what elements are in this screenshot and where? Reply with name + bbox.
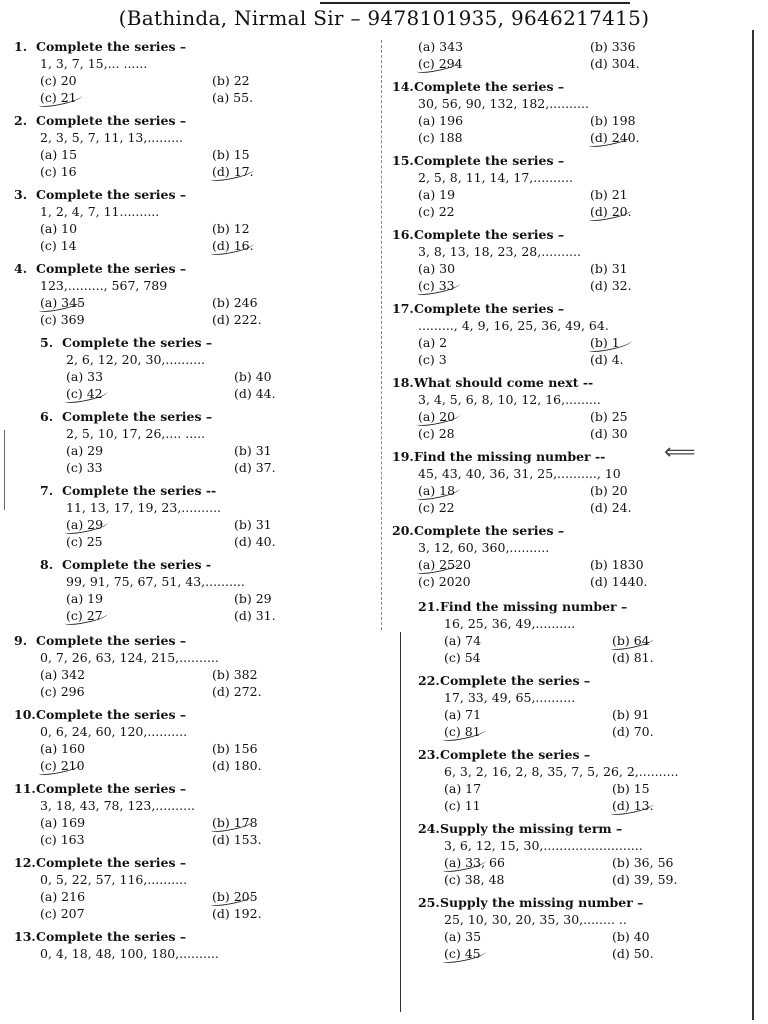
question-number: 5. xyxy=(40,335,54,350)
answer-option: (d) 16. xyxy=(212,237,362,254)
answer-option: (b) 64 xyxy=(612,632,762,649)
answer-option: (c) 294 xyxy=(418,55,590,72)
question-heading xyxy=(392,152,762,169)
answer-option: (b) 40 xyxy=(612,929,650,944)
question-text: Complete the series – xyxy=(36,855,187,870)
answer-options xyxy=(392,854,762,888)
question-text: Complete the series – xyxy=(36,781,187,796)
answer-option: (a) 71 xyxy=(444,707,482,722)
answer-option: (c) 16 xyxy=(40,164,77,179)
question-heading xyxy=(14,632,374,649)
question-heading xyxy=(392,746,762,763)
question-text: Complete the series – xyxy=(36,39,187,54)
answer-options xyxy=(392,632,762,666)
question-sequence: 2, 6, 12, 20, 30,.......... xyxy=(66,352,206,367)
answer-option: (c) 3 xyxy=(418,352,447,367)
question-item xyxy=(14,854,374,922)
question-item xyxy=(14,632,374,700)
answer-option: (a) 20 xyxy=(418,408,590,425)
answer-options xyxy=(14,814,374,848)
question-sequence: 25, 10, 30, 20, 35, 30,........ .. xyxy=(444,912,627,927)
question-sequence: 1, 3, 7, 15,... ...... xyxy=(40,56,148,71)
left-column xyxy=(14,38,374,966)
question-text: Complete the series – xyxy=(36,113,187,128)
answer-option: (c) 188 xyxy=(418,130,463,145)
answer-option: (a) 196 xyxy=(418,113,464,128)
question-item xyxy=(392,38,762,72)
question-heading xyxy=(14,780,374,797)
question-number: 23. xyxy=(418,747,440,762)
answer-option: (c) 45 xyxy=(444,945,612,962)
question-heading xyxy=(14,38,374,55)
answer-option: (c) 38, 48 xyxy=(444,872,505,887)
answer-option: (c) 11 xyxy=(444,798,481,813)
question-item xyxy=(392,820,762,888)
question-text: Complete the series – xyxy=(36,929,187,944)
answer-option: (b) 178 xyxy=(212,814,362,831)
question-sequence: 16, 25, 36, 49,.......... xyxy=(444,616,576,631)
answer-option: (c) 22 xyxy=(418,204,455,219)
answer-option: (b) 205 xyxy=(212,888,362,905)
question-heading xyxy=(392,522,762,539)
question-item xyxy=(14,706,374,774)
question-heading xyxy=(392,374,762,391)
answer-option: (c) 14 xyxy=(40,238,77,253)
answer-option: (b) 336 xyxy=(590,39,636,54)
question-sequence: 3, 8, 13, 18, 23, 28,.......... xyxy=(418,244,581,259)
answer-option: (a) 29 xyxy=(66,516,234,533)
question-item xyxy=(14,260,374,328)
question-text: Supply the missing term – xyxy=(440,821,623,836)
question-heading xyxy=(14,556,374,573)
question-item xyxy=(392,894,762,962)
answer-options xyxy=(392,408,762,442)
question-sequence: 0, 5, 22, 57, 116,.......... xyxy=(40,872,188,887)
answer-option: (a) 2 xyxy=(418,335,448,350)
question-heading xyxy=(392,78,762,95)
question-sequence: 3, 18, 43, 78, 123,.......... xyxy=(40,798,196,813)
question-item xyxy=(14,928,374,962)
right-column xyxy=(392,38,762,966)
answer-options xyxy=(392,482,762,516)
answer-option: (a) 18 xyxy=(418,482,590,499)
answer-option: (a) 160 xyxy=(40,741,86,756)
answer-option: (d) 30 xyxy=(590,426,628,441)
answer-option: (a) 74 xyxy=(444,633,482,648)
question-sequence: 123,........., 567, 789 xyxy=(40,278,168,293)
answer-option: (a) 169 xyxy=(40,815,86,830)
question-number: 4. xyxy=(14,261,28,276)
answer-option: (c) 210 xyxy=(40,757,212,774)
answer-option: (d) 192. xyxy=(212,906,262,921)
answer-option: (d) 180. xyxy=(212,758,262,773)
answer-option: (c) 27 xyxy=(66,607,234,624)
answer-option: (b) 15 xyxy=(212,147,250,162)
question-sequence: 3, 6, 12, 15, 30,......................... xyxy=(444,838,643,853)
answer-options xyxy=(14,516,374,550)
answer-options xyxy=(14,590,374,624)
question-item xyxy=(392,78,762,146)
question-item xyxy=(14,112,374,180)
question-item xyxy=(392,672,762,740)
question-heading xyxy=(392,672,762,689)
question-text: Complete the series – xyxy=(62,335,213,350)
answer-option: (a) 35 xyxy=(444,929,482,944)
answer-option: (d) 70. xyxy=(612,724,654,739)
question-sequence: 30, 56, 90, 132, 182,.......... xyxy=(418,96,589,111)
answer-option: (c) 207 xyxy=(40,906,85,921)
question-text: Complete the series – xyxy=(440,747,591,762)
answer-option: (d) 31. xyxy=(234,608,276,623)
question-text: Complete the series – xyxy=(36,707,187,722)
page-header: (Bathinda, Nirmal Sir – 9478101935, 9646217415) xyxy=(118,6,650,30)
question-sequence: 11, 13, 17, 19, 23,.......... xyxy=(66,500,222,515)
answer-option: (a) 19 xyxy=(418,187,456,202)
question-number: 15. xyxy=(392,153,414,168)
question-text: Complete the series – xyxy=(36,633,187,648)
question-item xyxy=(392,226,762,294)
question-heading xyxy=(14,854,374,871)
answer-option: (c) 42 xyxy=(66,385,234,402)
question-number: 11. xyxy=(14,781,36,796)
question-item xyxy=(14,38,374,106)
question-heading xyxy=(14,408,374,425)
answer-options xyxy=(14,72,374,106)
question-text: Complete the series – xyxy=(414,227,565,242)
answer-option: (c) 20 xyxy=(40,73,77,88)
answer-option: (a) 30 xyxy=(418,261,456,276)
question-number: 2. xyxy=(14,113,28,128)
question-number: 3. xyxy=(14,187,28,202)
left-margin-mark xyxy=(4,430,5,510)
answer-option: (b) 36, 56 xyxy=(612,855,674,870)
question-heading xyxy=(392,226,762,243)
question-number: 16. xyxy=(392,227,414,242)
answer-option: (d) 153. xyxy=(212,832,262,847)
question-number: 20. xyxy=(392,523,414,538)
question-heading xyxy=(14,112,374,129)
answer-option: (a) 343 xyxy=(418,39,464,54)
question-sequence: 6, 3, 2, 16, 2, 8, 35, 7, 5, 26, 2,.......... xyxy=(444,764,679,779)
question-item xyxy=(14,186,374,254)
answer-options xyxy=(392,186,762,220)
question-number: 13. xyxy=(14,929,36,944)
answer-option: (a) 29 xyxy=(66,443,104,458)
question-number: 1. xyxy=(14,39,28,54)
question-number: 10. xyxy=(14,707,36,722)
question-sequence: 1, 2, 4, 7, 11.......... xyxy=(40,204,160,219)
answer-options xyxy=(392,928,762,962)
answer-option: (c) 81 xyxy=(444,723,612,740)
question-number: 12. xyxy=(14,855,36,870)
answer-option: (d) 20. xyxy=(590,203,740,220)
question-sequence: 3, 4, 5, 6, 8, 10, 12, 16,......... xyxy=(418,392,601,407)
answer-option: (b) 29 xyxy=(234,591,272,606)
question-item xyxy=(14,408,374,476)
answer-options xyxy=(392,334,762,368)
question-heading xyxy=(392,300,762,317)
question-sequence: 17, 33, 49, 65,.......... xyxy=(444,690,576,705)
question-item xyxy=(392,152,762,220)
answer-option: (a) 19 xyxy=(66,591,104,606)
question-text: Find the missing number – xyxy=(440,599,628,614)
question-heading xyxy=(14,482,374,499)
answer-option: (d) 304. xyxy=(590,56,640,71)
question-item xyxy=(14,482,374,550)
answer-options xyxy=(14,294,374,328)
answer-option: (b) 40 xyxy=(234,369,272,384)
question-number: 6. xyxy=(40,409,54,424)
answer-option: (a) 55. xyxy=(212,90,254,105)
question-item xyxy=(14,780,374,848)
answer-options xyxy=(392,260,762,294)
answer-option: (b) 91 xyxy=(612,707,650,722)
question-item xyxy=(392,300,762,368)
answer-option: (b) 382 xyxy=(212,667,258,682)
question-item xyxy=(392,448,762,516)
question-number: 17. xyxy=(392,301,414,316)
answer-option: (c) 369 xyxy=(40,312,85,327)
answer-option: (d) 81. xyxy=(612,650,654,665)
answer-option: (d) 37. xyxy=(234,460,276,475)
answer-option: (b) 31 xyxy=(590,261,628,276)
question-number: 14. xyxy=(392,79,414,94)
question-heading xyxy=(14,706,374,723)
answer-option: (a) 33, 66 xyxy=(444,854,612,871)
answer-option: (b) 1830 xyxy=(590,557,644,572)
answer-options xyxy=(14,740,374,774)
question-item xyxy=(392,746,762,814)
question-number: 7. xyxy=(40,483,54,498)
question-sequence: ........., 4, 9, 16, 25, 36, 49, 64. xyxy=(418,318,609,333)
answer-option: (c) 2020 xyxy=(418,574,471,589)
answer-options xyxy=(14,368,374,402)
answer-option: (b) 20 xyxy=(590,483,628,498)
question-sequence: 3, 12, 60, 360,.......... xyxy=(418,540,550,555)
answer-option: (d) 1440. xyxy=(590,574,648,589)
top-rule xyxy=(320,2,630,4)
question-item xyxy=(14,556,374,624)
answer-option: (c) 54 xyxy=(444,650,481,665)
answer-option: (d) 4. xyxy=(590,352,624,367)
answer-option: (b) 198 xyxy=(590,113,636,128)
question-sequence: 99, 91, 75, 67, 51, 43,.......... xyxy=(66,574,245,589)
question-text: Complete the series – xyxy=(414,301,565,316)
answer-option: (d) 17. xyxy=(212,163,362,180)
answer-option: (c) 33 xyxy=(66,460,103,475)
answer-options xyxy=(392,780,762,814)
answer-option: (d) 13. xyxy=(612,797,762,814)
question-number: 24. xyxy=(418,821,440,836)
answer-options xyxy=(14,146,374,180)
answer-option: (b) 246 xyxy=(212,295,258,310)
answer-option: (a) 216 xyxy=(40,889,86,904)
answer-option: (b) 22 xyxy=(212,73,250,88)
question-number: 22. xyxy=(418,673,440,688)
answer-option: (c) 25 xyxy=(66,534,103,549)
answer-options xyxy=(14,666,374,700)
answer-option: (a) 15 xyxy=(40,147,78,162)
answer-option: (b) 15 xyxy=(612,781,650,796)
question-heading xyxy=(14,334,374,351)
question-text: Complete the series – xyxy=(440,673,591,688)
answer-option: (d) 32. xyxy=(590,278,632,293)
question-heading xyxy=(392,894,762,911)
question-item xyxy=(392,374,762,442)
answer-option: (b) 25 xyxy=(590,409,628,424)
question-text: Complete the series – xyxy=(62,409,213,424)
answer-option: (b) 31 xyxy=(234,443,272,458)
question-sequence: 2, 5, 8, 11, 14, 17,.......... xyxy=(418,170,574,185)
question-item xyxy=(392,522,762,590)
answer-option: (b) 1 xyxy=(590,334,740,351)
answer-option: (a) 10 xyxy=(40,221,78,236)
answer-option: (d) 24. xyxy=(590,500,632,515)
answer-options xyxy=(392,556,762,590)
question-text: Complete the series -- xyxy=(62,483,217,498)
answer-option: (a) 345 xyxy=(40,294,212,311)
question-text: Complete the series – xyxy=(36,261,187,276)
answer-options xyxy=(392,38,762,72)
question-item xyxy=(392,598,762,666)
question-sequence: 0, 6, 24, 60, 120,.......... xyxy=(40,724,188,739)
answer-option: (d) 44. xyxy=(234,386,276,401)
question-item xyxy=(14,334,374,402)
answer-option: (c) 22 xyxy=(418,500,455,515)
margin-scribble: ⟸ xyxy=(664,440,696,465)
answer-option: (a) 342 xyxy=(40,667,86,682)
answer-options xyxy=(392,706,762,740)
question-text: What should come next -- xyxy=(414,375,594,390)
question-text: Complete the series – xyxy=(414,523,565,538)
answer-option: (d) 39, 59. xyxy=(612,872,678,887)
question-number: 18. xyxy=(392,375,414,390)
answer-options xyxy=(14,220,374,254)
question-heading xyxy=(392,820,762,837)
question-number: 21. xyxy=(418,599,440,614)
answer-option: (b) 12 xyxy=(212,221,250,236)
answer-option: (a) 33 xyxy=(66,369,104,384)
answer-option: (c) 33 xyxy=(418,277,590,294)
answer-option: (a) 17 xyxy=(444,781,482,796)
answer-option: (c) 296 xyxy=(40,684,85,699)
answer-options xyxy=(392,112,762,146)
answer-option: (d) 222. xyxy=(212,312,262,327)
question-heading xyxy=(14,260,374,277)
answer-option: (d) 240. xyxy=(590,129,740,146)
question-number: 19. xyxy=(392,449,414,464)
answer-option: (d) 272. xyxy=(212,684,262,699)
question-sequence: 0, 4, 18, 48, 100, 180,.......... xyxy=(40,946,219,961)
question-sequence: 45, 43, 40, 36, 31, 25,.........., 10 xyxy=(418,466,621,481)
question-heading xyxy=(14,186,374,203)
answer-option: (c) 28 xyxy=(418,426,455,441)
question-number: 9. xyxy=(14,633,28,648)
answer-option: (b) 21 xyxy=(590,187,628,202)
question-text: Complete the series – xyxy=(414,79,565,94)
answer-option: (a) 2520 xyxy=(418,556,590,573)
question-heading xyxy=(392,448,762,465)
question-text: Supply the missing number – xyxy=(440,895,644,910)
answer-option: (b) 156 xyxy=(212,741,258,756)
question-text: Complete the series – xyxy=(414,153,565,168)
question-text: Complete the series – xyxy=(36,187,187,202)
answer-options xyxy=(14,442,374,476)
question-number: 8. xyxy=(40,557,54,572)
answer-option: (d) 50. xyxy=(612,946,654,961)
question-sequence: 0, 7, 26, 63, 124, 215,.......... xyxy=(40,650,219,665)
question-sequence: 2, 3, 5, 7, 11, 13,......... xyxy=(40,130,184,145)
question-text: Complete the series - xyxy=(62,557,212,572)
question-heading xyxy=(392,598,762,615)
answer-options xyxy=(14,888,374,922)
question-sequence: 2, 5, 10, 17, 26,.... ..... xyxy=(66,426,206,441)
answer-option: (c) 163 xyxy=(40,832,85,847)
question-text: Find the missing number -- xyxy=(414,449,606,464)
answer-option: (b) 31 xyxy=(234,517,272,532)
answer-option: (d) 40. xyxy=(234,534,276,549)
question-number: 25. xyxy=(418,895,440,910)
answer-option: (c) 21 xyxy=(40,89,212,106)
question-heading xyxy=(14,928,374,945)
